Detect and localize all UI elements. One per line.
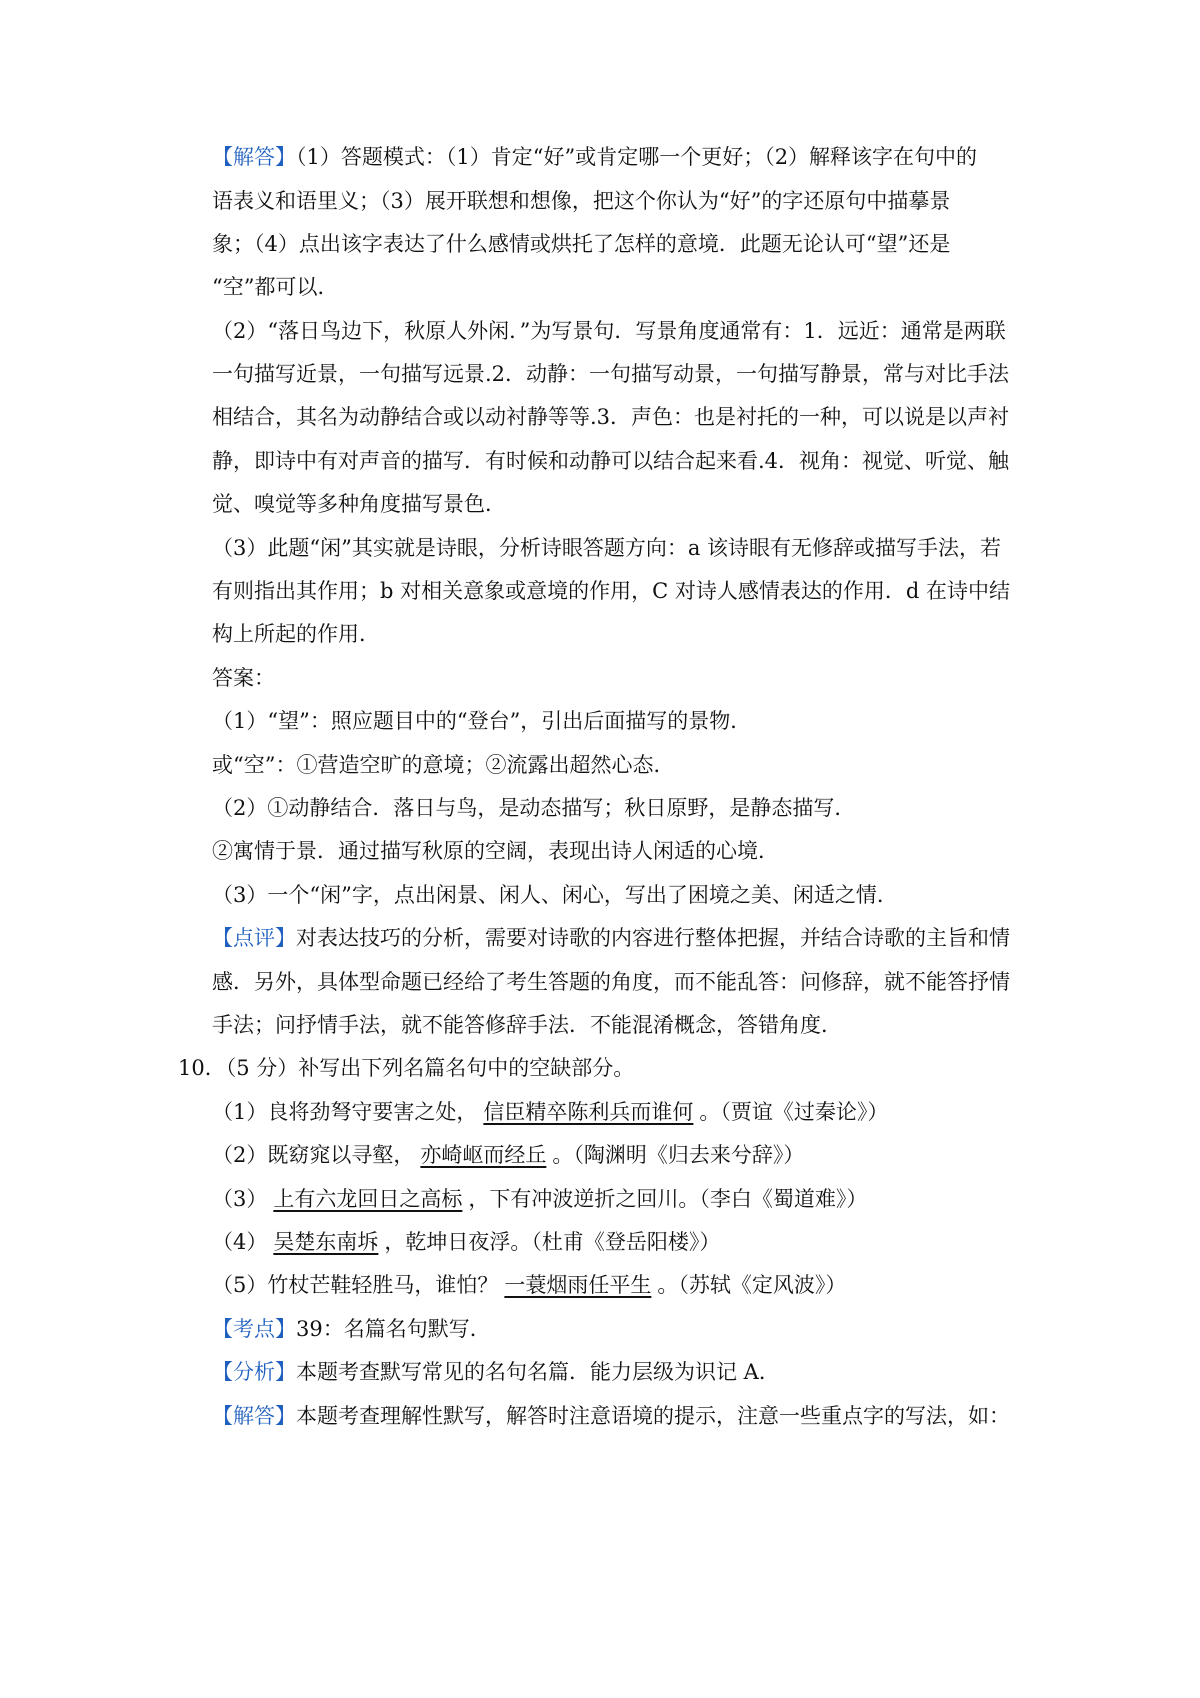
comment-line-2: 感．另外，具体型命题已经给了考生答题的角度，而不能乱答：问修辞，就不能答抒情 [212,970,1010,994]
comment-line-1: 【点评】对表达技巧的分析，需要对诗歌的内容进行整体把握，并结合诗歌的主旨和情 [212,926,1010,950]
fill-blank-answer: 吴楚东南坼 [273,1230,379,1254]
answer-item-1: （1）“望”：照应题目中的“登台”，引出后面描写的景物． [212,709,752,733]
question-10-item-1: （1）良将劲弩守要害之处， 信臣精卒陈利兵而谁何 。（贾谊《过秦论》） [212,1100,889,1124]
answer-item-3: （2）①动静结合．落日与鸟，是动态描写；秋日原野，是静态描写． [212,796,856,820]
question-10-item-2: （2）既窈窕以寻壑， 亦崎岖而经丘 。（陶渊明《归去来兮辞》） [212,1143,805,1167]
jieda-tag: 【解答】 [212,1404,296,1428]
question-10-item-4: （4） 吴楚东南坼 ，乾坤日夜浮。（杜甫《登岳阳楼》） [212,1230,721,1254]
question-10-item-3: （3） 上有六龙回日之高标 ，下有冲波逆折之回川。（李白《蜀道难》） [212,1187,868,1211]
answer-item-5: （3）一个“闲”字，点出闲景、闲人、闲心，写出了困境之美、闲适之情． [212,883,898,907]
answer-para-1-line-1: 【解答】（1）答题模式：（1）肯定“好”或肯定哪一个更好；（2）解释该字在句中的 [212,145,978,169]
fenxi-tag: 【分析】 [212,1360,296,1384]
answer-item-2: 或“空”：①营造空旷的意境；②流露出超然心态． [212,753,675,777]
answer-para-3-line-1: （3）此题“闲”其实就是诗眼，分析诗眼答题方向：a 该诗眼有无修辞或描写手法，若 [212,536,1002,560]
kaodian-line: 【考点】39：名篇名句默写． [212,1317,491,1341]
answer-para-1-line-4: “空”都可以． [212,275,339,299]
answer-para-3-line-3: 构上所起的作用． [212,622,380,646]
fill-blank-answer: 上有六龙回日之高标 [273,1187,463,1211]
kaodian-tag: 【考点】 [212,1317,296,1341]
answer-para-1-line-2: 语表义和语里义；（3）展开联想和想像，把这个你认为“好”的字还原句中描摹景 [212,189,951,213]
fill-blank-answer: 一蓑烟雨任平生 [504,1273,652,1297]
comment-tag: 【点评】 [212,926,296,950]
answer-para-2-line-5: 觉、嗅觉等多种角度描写景色． [212,492,506,516]
comment-line-3: 手法；问抒情手法，就不能答修辞手法．不能混淆概念，答错角度． [212,1013,842,1037]
question-10-item-5: （5）竹杖芒鞋轻胜马，谁怕？ 一蓑烟雨任平生 。（苏轼《定风波》） [212,1273,847,1297]
answer-item-4: ②寓情于景．通过描写秋原的空阔，表现出诗人闲适的心境． [212,839,779,863]
jieda-line: 【解答】本题考查理解性默写，解答时注意语境的提示，注意一些重点字的写法，如： [212,1404,1010,1428]
question-10-title: 10．（5 分）补写出下列名篇名句中的空缺部分。 [178,1056,635,1080]
answer-para-2-line-4: 静，即诗中有对声音的描写．有时候和动静可以结合起来看.4．视角：视觉、听觉、触 [212,449,1010,473]
answer-para-2-line-3: 相结合，其名为动静结合或以动衬静等等.3．声色：也是衬托的一种，可以说是以声衬 [212,405,1010,429]
answer-tag: 【解答】 [212,145,296,169]
answer-para-1-line-3: 象；（4）点出该字表达了什么感情或烘托了怎样的意境．此题无论认可“望”还是 [212,232,951,256]
answer-para-2-line-1: （2）“落日鸟边下，秋原人外闲．”为写景句．写景角度通常有：1．远近：通常是两联 [212,319,1006,343]
answers-heading: 答案： [212,666,275,690]
answer-para-2-line-2: 一句描写近景，一句描写远景.2．动静：一句描写动景，一句描写静景，常与对比手法 [212,362,1010,386]
fill-blank-answer: 亦崎岖而经丘 [420,1143,547,1167]
fill-blank-answer: 信臣精卒陈利兵而谁何 [483,1100,694,1124]
answer-para-3-line-2: 有则指出其作用；b 对相关意象或意境的作用，C 对诗人感情表达的作用．d 在诗中结 [212,579,1010,603]
fenxi-line: 【分析】本题考查默写常见的名句名篇．能力层级为识记 A． [212,1360,780,1384]
